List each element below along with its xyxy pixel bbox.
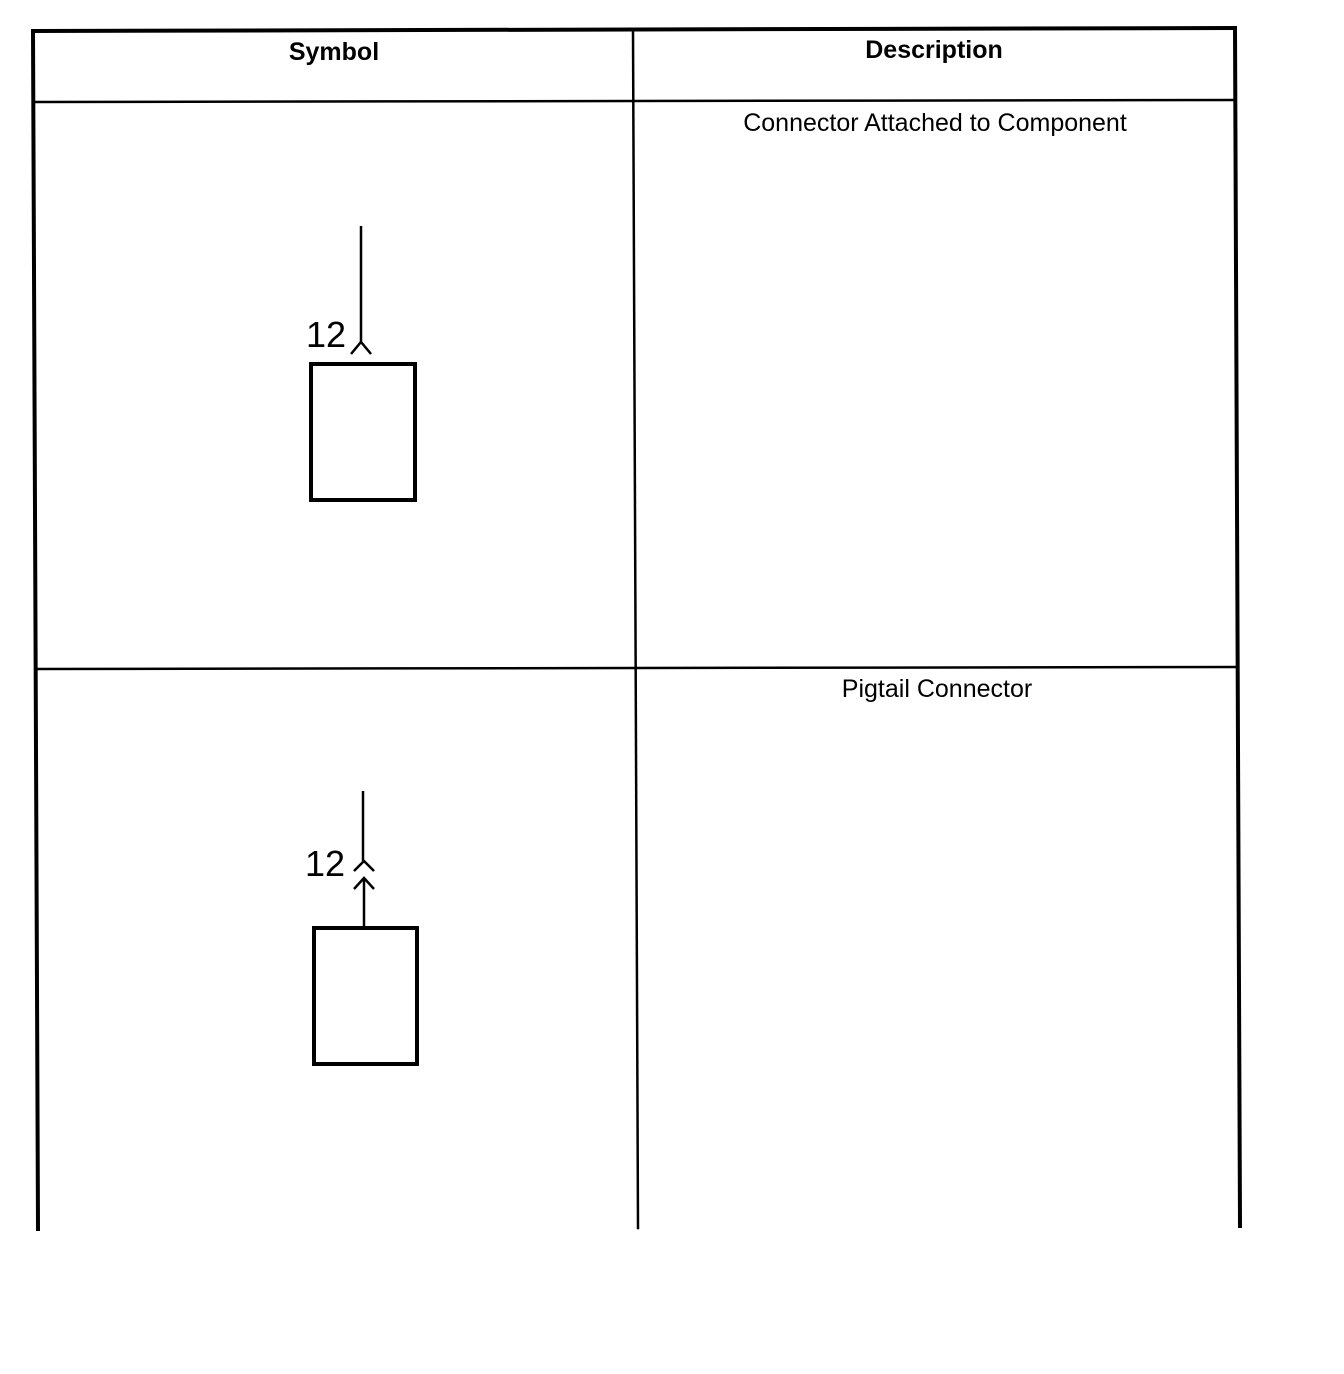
table-row [306,109,1127,500]
pigtail-connector-icon [314,791,417,1064]
table-column-divider [633,31,638,1228]
row-divider [36,667,1238,669]
description-column-header: Description [865,36,1003,64]
connector-attached-to-component-icon [311,226,415,500]
table-grid [33,28,1240,1229]
header-row-divider [33,100,1235,102]
table-row [305,675,1032,1064]
component-box-icon [311,364,415,500]
component-box-icon [314,928,417,1064]
female-connector-icon [351,342,371,354]
row-description: Pigtail Connector [841,675,1033,703]
pin-number-label: 12 [306,314,347,355]
symbol-column-header: Symbol [288,38,380,66]
row-description: Connector Attached to Component [743,109,1127,137]
pin-number-label: 12 [305,843,346,884]
table-right-border [1235,28,1240,1226]
table-left-border [33,31,38,1229]
female-connector-icon [354,861,374,871]
